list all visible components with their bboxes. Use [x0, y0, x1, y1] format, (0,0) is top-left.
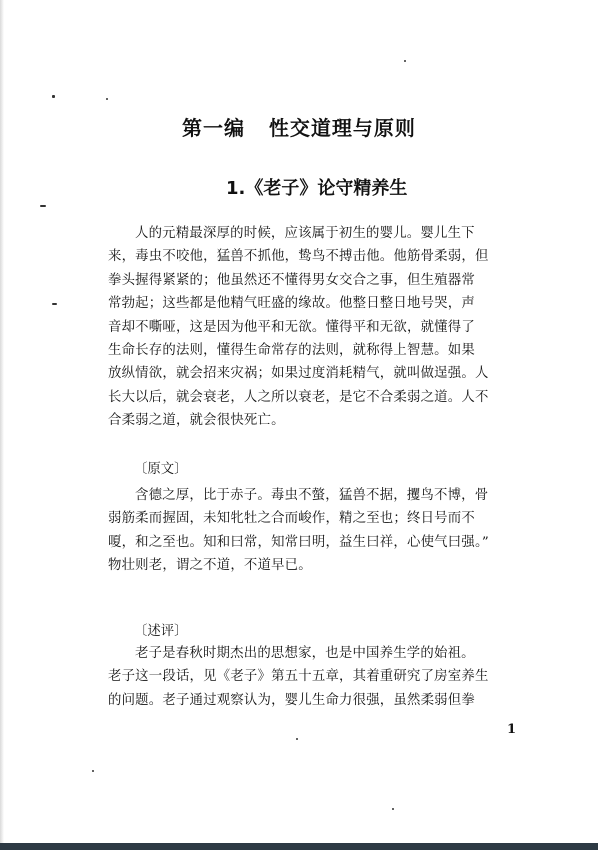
original-text-label: 〔原文〕 [134, 462, 188, 477]
scan-speck [52, 95, 55, 98]
text-line: 物壮则老，谓之不道，不道早已。 [108, 558, 312, 574]
page-number: 1 [507, 722, 517, 737]
text-line: 的问题。老子通过观察认为，婴儿生命力很强，虽然柔弱但拳 [108, 692, 475, 708]
text-line: 生命长存的法则，懂得生命常存的法则，就称得上智慧。如果 [108, 343, 475, 359]
text-line: 放纵情欲，就会招来灾祸；如果过度消耗精气，就叫做逞强。人 [108, 366, 489, 382]
text-line: 弱筋柔而握固，未知牝牡之合而峻作，精之至也；终日号而不 [108, 511, 475, 527]
scan-speck [392, 808, 394, 810]
scan-speck [106, 98, 108, 100]
intro-paragraph [108, 222, 533, 433]
text-line: 拳头握得紧紧的；他虽然还不懂得男女交合之事，但生殖器常 [108, 272, 475, 288]
text-line: 嗄，和之至也。知和曰常，知常曰明，益生曰祥，心使气曰强。” [108, 534, 489, 550]
scan-speck [52, 303, 57, 305]
part-title: 第一编 性交道理与原则 [182, 116, 416, 140]
text-line: 合柔弱之道，就会很快死亡。 [108, 413, 285, 429]
text-line: 含德之厚，比于赤子。毒虫不螫，猛兽不据，攫鸟不博，骨 [135, 488, 489, 503]
scan-speck [40, 205, 46, 207]
text-line: 长大以后，就会衰老，人之所以衰老，是它不合柔弱之道。人不 [108, 389, 489, 405]
text-line: 来，毒虫不咬他，猛兽不抓他，鸷鸟不搏击他。他筋骨柔弱，但 [108, 249, 489, 265]
viewer-bottom-bar [0, 843, 598, 850]
scan-speck [92, 770, 94, 772]
text-line: 人的元精最深厚的时候，应该属于初生的婴儿。婴儿生下 [135, 226, 475, 241]
commentary-paragraph [108, 642, 533, 712]
text-line: 音却不嘶哑，这是因为他平和无欲。懂得平和无欲，就懂得了 [108, 319, 475, 335]
scan-speck [296, 738, 298, 740]
text-line: 老子这一段话，见《老子》第五十五章，其着重研究了房室养生 [108, 669, 489, 685]
text-line: 老子是春秋时期杰出的思想家，也是中国养生学的始祖。 [135, 646, 475, 661]
commentary-label: 〔述评〕 [134, 624, 188, 639]
text-line: 常勃起；这些都是他精气旺盛的缘故。他整日整日地号哭，声 [108, 296, 475, 312]
chapter-title: 1.《老子》论守精养生 [226, 178, 408, 199]
scan-speck [404, 60, 406, 62]
original-text-paragraph [108, 484, 533, 578]
